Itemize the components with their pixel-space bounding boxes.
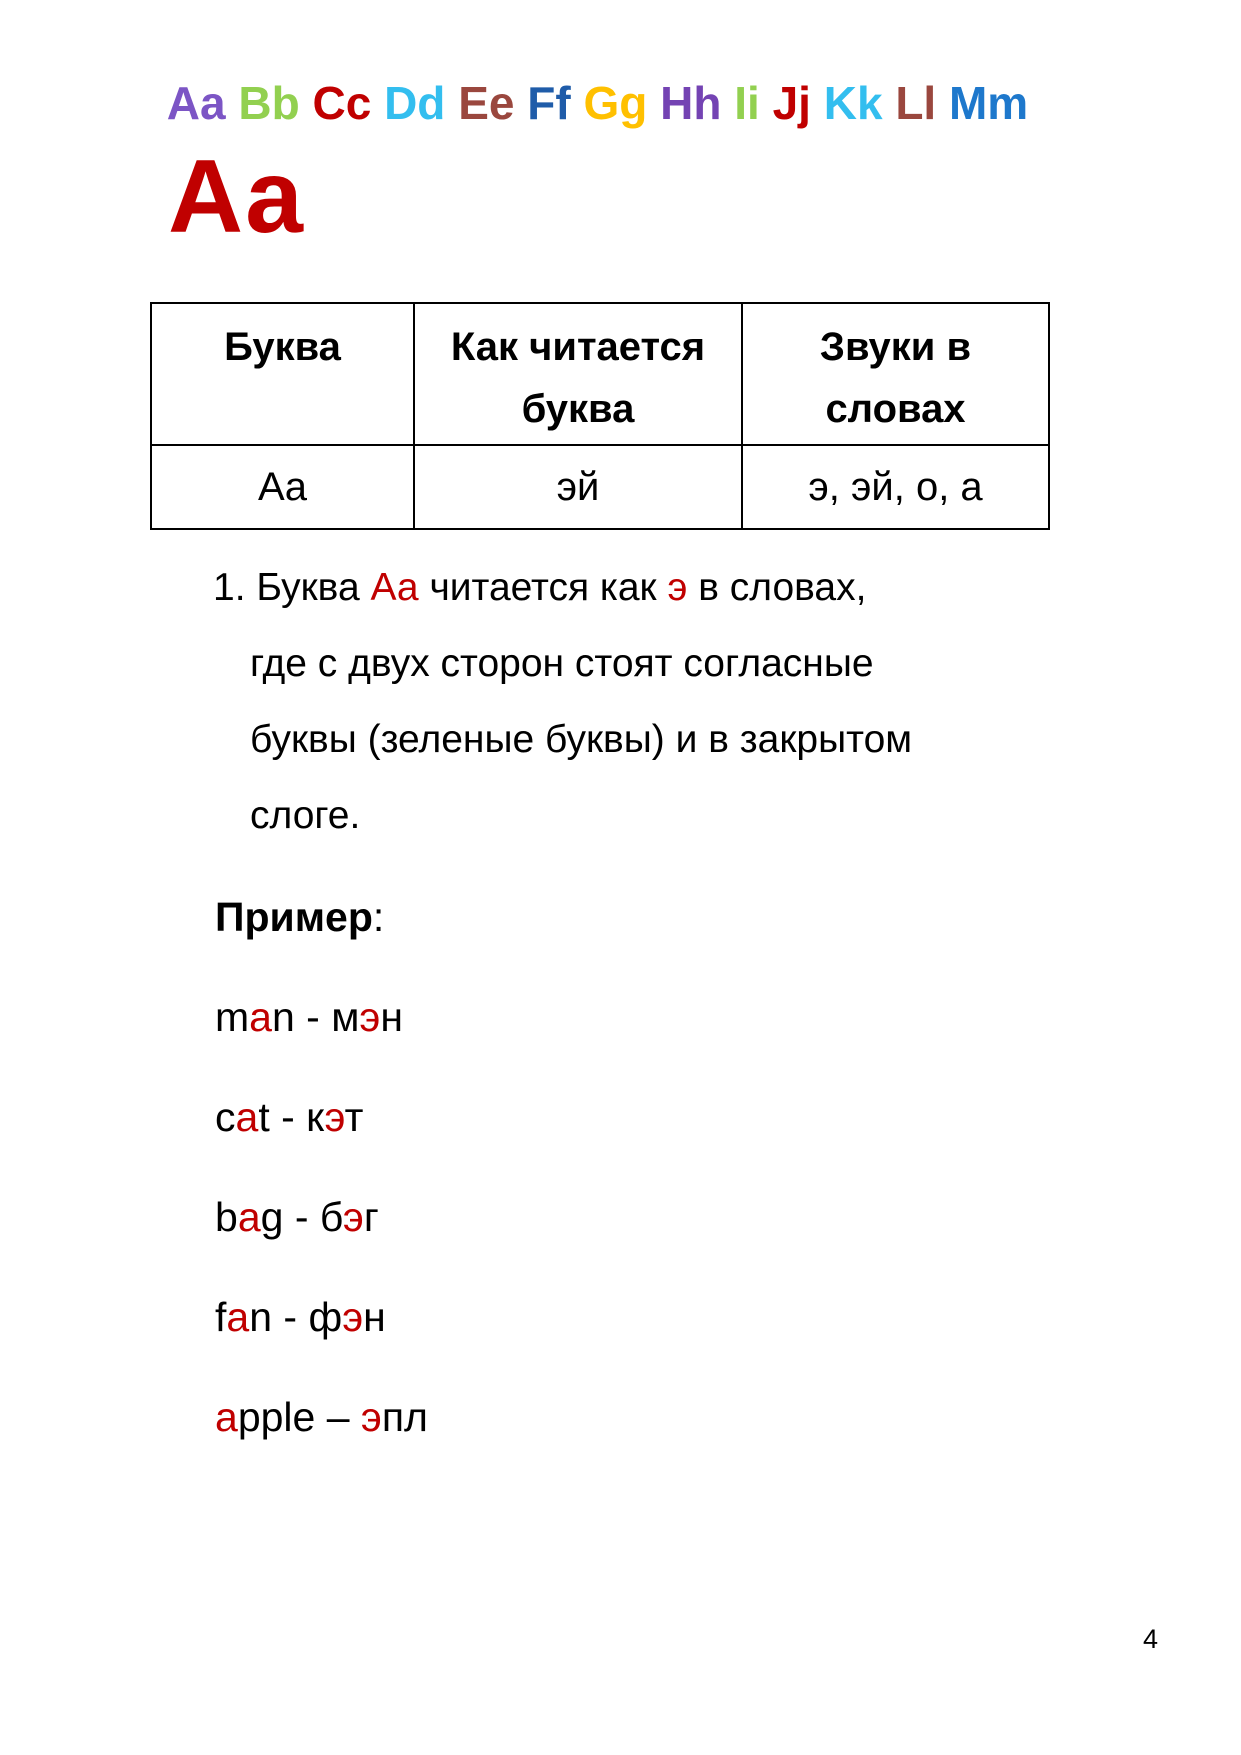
letter-heading: Aa [168,139,305,256]
example-item: man - мэн [215,994,403,1041]
rule-line: буквы (зеленые буквы) и в закрытом [250,718,913,762]
rule-line: 1. Буква Аа читается как э в словах, [213,566,867,610]
header-cell-sounds: Звуки в словах [742,303,1049,445]
rule-paragraph [0,550,1241,854]
table-header-row [151,303,1049,445]
example-item: apple – эпл [215,1394,428,1441]
example-item: fan - фэн [215,1294,386,1341]
cell-sounds: э, эй, о, а [742,445,1049,529]
rule-line: слоге. [250,794,361,838]
cell-reading: эй [414,445,742,529]
cell-letter: Aa [151,445,414,529]
table-row [151,445,1049,529]
pronunciation-table [150,302,1050,530]
rule-line: где с двух сторон стоят согласные [250,642,874,686]
page-number: 4 [1142,1624,1158,1654]
header-cell-reading: Как читается буква [414,303,742,445]
header-cell-letter: Буква [151,303,414,445]
alphabet-strip: Aa Bb Cc Dd Ee Ff Gg Hh Ii Jj Kk Ll Mm [166,77,1029,129]
example-item: cat - кэт [215,1094,364,1141]
example-label: Пример: [215,894,385,941]
example-item: bag - бэг [215,1194,379,1241]
